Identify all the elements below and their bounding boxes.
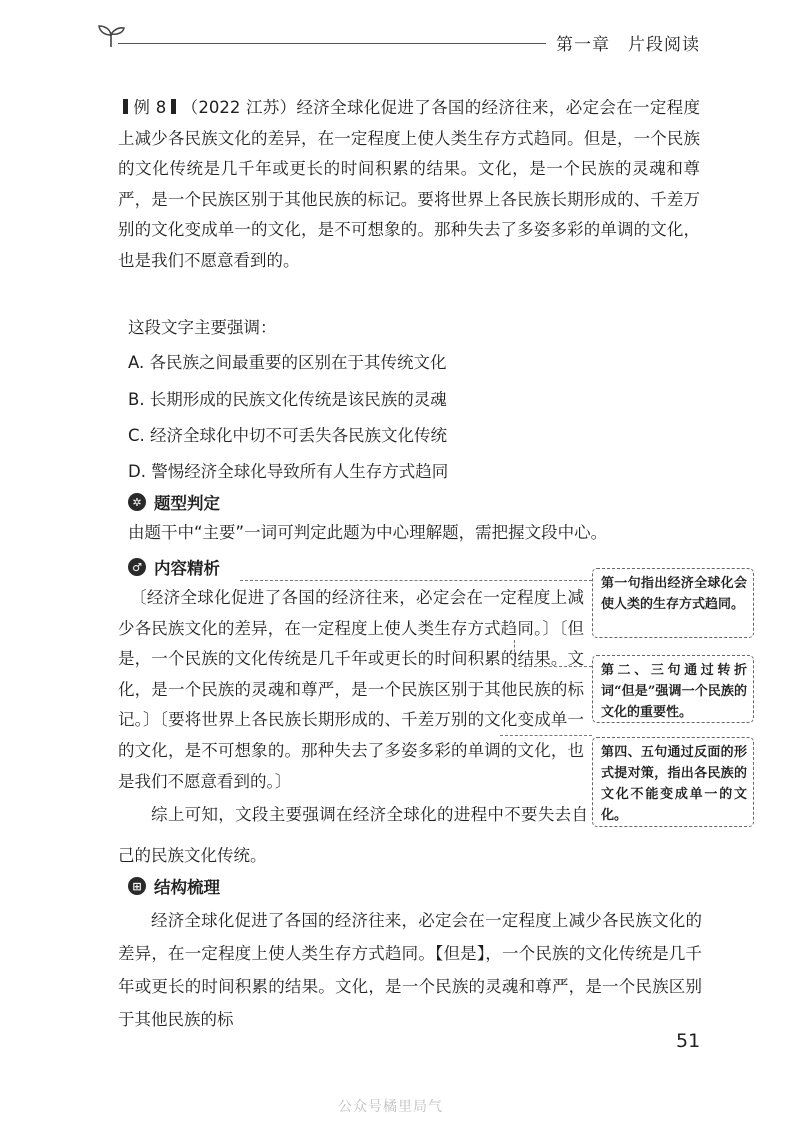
example-label: 例 8: [133, 98, 167, 117]
note-1: 第一句指出经济全球化会使人类的生存方式趋同。: [592, 568, 754, 638]
conclusion-text: 综上可知，文段主要强调在经济全球化的进程中不要失去自己的民族文化传统。: [118, 805, 588, 865]
tree-icon: ⊞: [128, 877, 146, 895]
header-rule: [118, 43, 546, 44]
note-connector-2a: [514, 640, 515, 666]
example-source: （2022 江苏）: [181, 98, 297, 117]
type-judgment-heading: [128, 490, 220, 514]
watermark: 公众号橘里局气: [338, 1099, 443, 1115]
note-connector-3: [500, 735, 592, 736]
option-b: B. 长期形成的民族文化传统是该民族的灵魂: [128, 390, 447, 409]
link-icon: ♂: [128, 558, 146, 576]
option-c: C. 经济全球化中切不可丢失各民族文化传统: [128, 426, 448, 445]
content-analysis-text: 〔经济全球化促进了各国的经济往来，必定会在一定程度上减少各民族文化的差异，在一定程度上使人类生存方式趋同。〕〔但是，一个民族的文化传统是几千年或更长的时间积累的结果。文化，是一个民族的灵魂和尊严，是一个民族区别于其他民族的标记。〕〔要将世界上各民族长期形成的、千差万别的文化变成单一的文化，是不可想象的。那种失去了多姿多彩的单调的文化，也是我们不愿意看到的。〕: [118, 588, 584, 791]
example-marker-right: [171, 99, 176, 114]
page-number: 51: [676, 1030, 701, 1052]
type-judgment-title: 题型判定: [154, 494, 220, 513]
structure-text: 经济全球化促进了各国的经济往来，必定会在一定程度上减少各民族文化的差异，在一定程度上使人类生存方式趋同。【但是】，一个民族的文化传统是几千年或更长的时间积累的结果。文化，是一个民族的灵魂和尊严，是一个民族区别于其他民族的标: [118, 911, 702, 1029]
note-3: 第四、五句通过反面的形式提对策，指出各民族的文化不能变成单一的文化。: [592, 737, 754, 827]
chapter-title: 第一章 片段阅读: [556, 35, 700, 55]
option-a: A. 各民族之间最重要的区别在于其传统文化: [128, 353, 447, 372]
example-text: 经济全球化促进了各国的经济往来，必定会在一定程度上减少各民族文化的差异，在一定程度上使人类生存方式趋同。但是，一个民族的文化传统是几千年或更长的时间积累的结果。文化，是一个民族的灵魂和尊严，是一个民族区别于其他民族的标记。要将世界上各民族长期形成的、千差万别的文化变成单一的文化，是不可想象的。那种失去了多姿多彩的单调的文化，也是我们不愿意看到的。: [118, 98, 700, 270]
sprout-icon: [96, 22, 126, 48]
content-analysis-title: 内容精析: [154, 559, 220, 578]
note-2: 第二、三句通过转折词“但是”强调一个民族的文化的重要性。: [592, 655, 754, 723]
structure-title: 结构梳理: [154, 878, 220, 897]
note-connector-2b: [514, 666, 592, 667]
gear-icon: ✲: [128, 493, 146, 511]
note-connector-1: [240, 580, 592, 581]
option-d: D. 警惕经济全球化导致所有人生存方式趋同: [128, 462, 449, 481]
structure-heading: [128, 874, 220, 898]
content-analysis-heading: [128, 555, 220, 579]
example-paragraph: [118, 93, 700, 277]
type-judgment-text: 由题干中“主要”一词可判定此题为中心理解题，需把握文段中心。: [128, 523, 608, 542]
question-stem: 这段文字主要强调：: [128, 318, 277, 337]
example-marker-left: [123, 99, 128, 114]
